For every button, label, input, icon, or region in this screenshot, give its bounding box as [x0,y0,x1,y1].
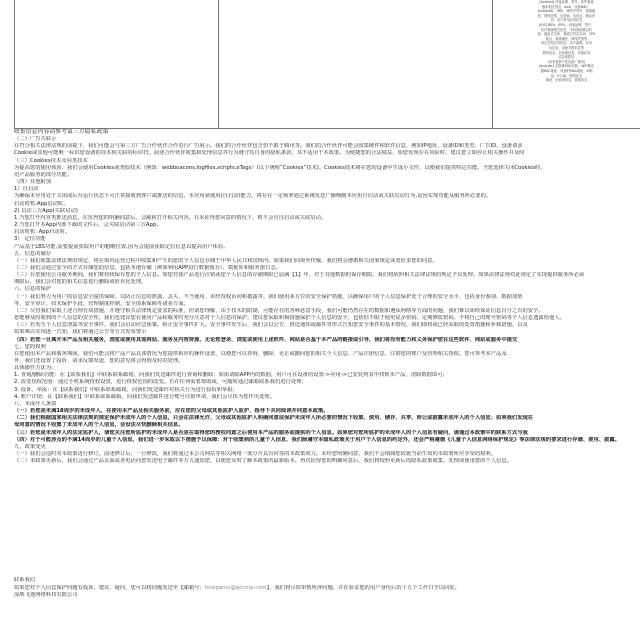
policy-line: （二）本政策更新后，我们会通过产品页面或者电话向您发送电子邮件等方式通知您，以便您及时了解本政策的最新版本。再次征得您的明确同意后，我们将按照更新后的隐私政策收集、处理或使用您的个人信息。 [14,458,512,465]
table-cell-line: (用来提供个性化推广服务) [547,59,586,64]
policy-line: 们产品服务的部分功能。 [14,171,73,178]
table-cell-line: 态、用户常用应用信息 [550,18,583,23]
policy-line: 2) 启动三方App(关联启动) [14,207,78,214]
policy-line: （三）在您使用公司服务期间，我们将持续保存您的个人信息。如您对我产品进行注销或您个人信息的存储期限已届满【1】年，对于其他数据的保存期限，我们将依照相关法律法规的规定予以处理。如果法律法规对此规定了实现提供服务所必须 [14,272,585,279]
table-cell-line: [定向服务] [558,55,575,60]
table-cell-line: 器MAC地址、设备的MAC地址、IP地 [540,68,593,73]
policy-line: （一）若您是未满18周岁的未成年人，在使用本产品及相关服务前，应在您的父母或其他监护人监护、指导下共同阅读并同意本政策。 [14,408,329,415]
table-cell-line: [Android] 无线网SSID名称、WiFi路由 [538,64,595,69]
policy-line: （三）Cookies技术及同类技术 [14,157,88,164]
policy-line: （四）对于可能涉及的不满14周岁的儿童个人信息，我们进一步采取以下措施予以保障：对于收集到的儿童个人信息，我们除遵守本隐私政策关于用户个人信息的约定外，还会严格遵循《儿童个人信息网络保护规定》等法律法规的要求进行存储、使用、披露。 [14,436,620,443]
policy-line: 3） 定位功能 [14,236,46,243]
table-cell-line: 地址、运营商信息、设备状态 [545,78,588,83]
contact-text-after: 】，我们将尽快审核所涉问题，并在验证您的用户身份后的十五个工作日予以回复。 [266,584,460,591]
table-cell-line: 包信息、设备关联信息等 [548,45,585,50]
policy-line: （二）尽管我们采取上述合理有效措施，并遵守相关法律规定要求的标准，但请您理解，由于技术的限制，可能存在的各种恶意手段，我们可能仍然存在的数据和遵从网络等方面的问题，我们难以始终保证信息百分之百的安全。 [14,307,544,314]
policy-line: 3. 投诉、举报：在【联系我们】中联系联系邮箱，向我们发送邮件对相关行为进行投诉和举报； [14,386,238,393]
policy-line: （一）我们努力为用户的信息安全提供保障，以防止信息的泄露、丢失、不当使用、未经授权访问和披露等。我们使用多方位的安全保护措施，以确保用户的个人信息保护处于合理的安全水平，包括身份鉴别、数据加密 [14,293,523,300]
policy-line: 九、政策变更 [14,443,46,450]
policy-line: 2.当您打开本App内部下载的文件后，会关联启动第三方App。 [14,222,162,229]
table-cell-collected-info [492,0,640,128]
policy-line: 1）自启动 [14,186,39,193]
policy-line: 在您使用本产品和服务期间，我们可能会将产品产品具体情况为您提供相应的操作设置，以便您可以查询、删除、更正或撤回您的相关个人信息、产品注册信息、注销您的账户及管理相关授权。您可参考本产品及 [14,350,507,357]
table-cell-line: [iOS] IDFA、IDFV、设备品牌、型号、 [538,22,595,27]
policy-line: 五、信息的储存 [14,250,52,257]
policy-line: 4. 账户注销：在【联系我们】中联系联系邮箱，向我们发送邮件进行账号注销申请，我们会尽快为您作出处理。 [14,393,275,400]
section-heading: 收集信息内容请参考第三方隐私政策 [14,129,109,135]
policy-line: 1.当您打开内容类推送消息，在征得您的明确同意后，会跳转打开相关内容。在未征得您同意的情况下，则不会有自启动或关联启动。 [14,214,327,221]
policy-line: 产品基于LBS功能,需要提前获取用户的粗略位置,因为会提前获取定位信息以提高用户体验。 [14,243,229,250]
policy-line: 1. 查询/删除功能：在【联系我们】中联系联系邮箱，向我们发送邮件进行查询和删除；如需请除APP内的数据，用户可在设备的设置->应用->已安装列表中找到本产品，清除数据即可； [14,372,448,379]
policy-line: （四）其他附加 [14,179,52,186]
policy-line: （二）广告关联示 [14,136,57,143]
policy-line: 七、您的权利 [14,343,46,350]
policy-line: 六、信息的保护 [14,286,52,293]
policy-line: （二）我们会通过安全的方式存储您的信息，包括本地存储（例如利用APP进行数据缓存）、数据库和服务器日志。 [14,264,281,271]
policy-line: 期限后，我们会对您的相关信息进行删除或匿名化处理。 [14,279,147,286]
table-cell-line: 单位类型应用信息：用户画像、应用 [541,41,592,46]
policy-line: 外，我们还设置了投诉、请求反馈渠道，您的意见将会得到及时的处理。 [14,358,184,364]
policy-line: 母同意的情况下收集了未成年人的个人信息，会设法尽快删除相关信息。 [14,422,184,429]
contact-text-before: 如果您对个人信息保护问题有投诉、建议、疑问，您可以将问题发送至【邮箱号： [14,584,205,591]
policy-line: （四）若您一旦离开本产品及相关服务，浏览或使用其他网站、服务及内容资源，无论您登录、浏览或使用上述软件、网站是否基于本产品的链接或引导，我们将没有能力和义务保护您在这些软件、网站或服务中提交 [14,336,518,343]
contact-title: 联系我们 [14,577,36,583]
table-cell-line: AndroidID、IMEI、硬件序列号、系统属 [537,9,596,14]
policy-line: （三）若发生个人信息泄露等安全事件，我们会启动应急预案，阻止安全事件扩大。安全事件发生后，我们会以公告、推送通知或邮件等形式告知您安全事件的基本情况、我们即将或已经采取的处置措施和补救措施，以及 [14,322,528,329]
permission-table [14,0,640,129]
table-cell-line: 版本相关信息、oaid、设备MAC、 [542,4,591,9]
policy-line: 具体操作方法为: [14,365,53,372]
policy-line: 为提高您的使用体验，我们会使用Cookies或类似技术（例如：webbeacons,logfiles,scripts,eTags）(以下统称“Cookies”技术)。Cookies技术将在您的设备中生成小文件，以便我们提供特定功能。当您选择关闭Cookies时， [14,164,546,171]
policy-line: （一）我们会适时对本政策进行修订。前述修订后，一旦修改，我们将通过本公司网站等相关网络一部分并具有同等的本政策效力。未经您明确同意，我们不会削减您依据当前生效的本政策所应享受的权利。 [14,451,497,458]
policy-line: 等、安全审计、技术保护手段，管理制度控制，安全体系保障等诸多方面。 [14,300,189,307]
table-column-divider [218,0,219,128]
table-cell-line: 址、ICCID、网络状态 [550,73,583,78]
policy-line: 八、未成年人条款 [14,400,57,407]
table-cell-line: 软件系统相关信息、手机系统重启时 [541,27,592,32]
policy-line: 2. 改变授权范围：通过手机系统授权设置，进行授权范围的改变。若在任何需要帮助或，可随时通过邮箱联系我们进行处理； [14,379,307,386]
policy-line: 启动时机:App启动时。 [14,200,69,207]
policy-body [14,129,640,465]
table-cell-line: 性、网络类型、运营商、包信息、路由状 [537,13,596,18]
contact-email-link[interactable]: feisigame@qccmp.com [204,584,267,591]
policy-line: 您能够及时收到的个人信息的安全性，我们也建议您在使用产品和服务时充分注意对个人信息的保护，建议您采取积极措施保护个人信息的安全，包括但不限于使用复杂密码、定期修改密码、不将自己的账号密码等个人信息透露给他人。 [14,315,565,322]
policy-line: 启动时机: App启动时。 [14,229,71,236]
policy-line: 如果难以实现逐一告知，我们将通过公告等方式发布警示 [14,329,147,336]
table-cell-line: [Android] 设备品牌、型号、软件系统 [539,0,594,4]
company-name: 深圳飞逸网络科技有限公司 [14,592,78,599]
policy-line: Cookie或其他可能唯一标识您设备的技术相关联的标识符。前述合作伙伴收集和处理信息等行为遵守其自身的隐私条款，其不适用于本政策。为便捷您的合法权益，如您发现存在风险时，建议您立即停止相关操作并及时 [14,150,525,157]
policy-line: （一）我们收集法律法规的规定，将在境内运营过程中收集和产生的您的个人信息存储于中华人民共和国境内。如果我们向境外传输，我们将会遵循相关国家规定或者征求您的同意。 [14,257,438,264]
policy-line: 在符合相关法律法规的前提下，我们可能会与第三方广告合作伙伴合作进行广告展示。我们的合作伙伴包含但不限于腾讯等。我们的合作伙伴可能会收集硬件和软件信息，例如IP地址、设备ID和类型、广告ID、设备请求 [14,143,523,150]
table-cell-line: 数目、系统属性、网络类型等 [545,36,588,41]
contact-line [14,585,640,593]
policy-line: （三）若您是未成年人的法定监护人，请您关注您所监护的未成年人是否是在取得您的授权同意之后使用本产品的服务或提供的个人信息。如果您对您所监护的未成年人的个人信息有疑问，请通过本政策中的联系方式与我 [14,429,528,436]
policy-line: （二）我们根据国家相关法律法规的规定保护未成年人的个人信息，只会在法律允许、父母或其他监护人明确同意或保护未成年人所必要的情况下收集、使用、储存、共享、转让或披露未成年人的个人信息；如果我们发现在 [14,415,534,422]
table-cell-line: 间、磁盘总空间、系统总内存空间、CPU [537,32,596,37]
contact-section [14,577,640,600]
table-cell-line: 网络信息、运营商信息、设备状态 [542,50,591,55]
policy-line: 为确保本应用处于关闭或后台运行状态下可正常接收到客户端推送的信息，本应用须使用(自启动)能力，将存在一定频率通过系统发送广播唤醒本应用自启动或关联启动行为,是因实现功能及服务所必要的。 [14,193,492,200]
